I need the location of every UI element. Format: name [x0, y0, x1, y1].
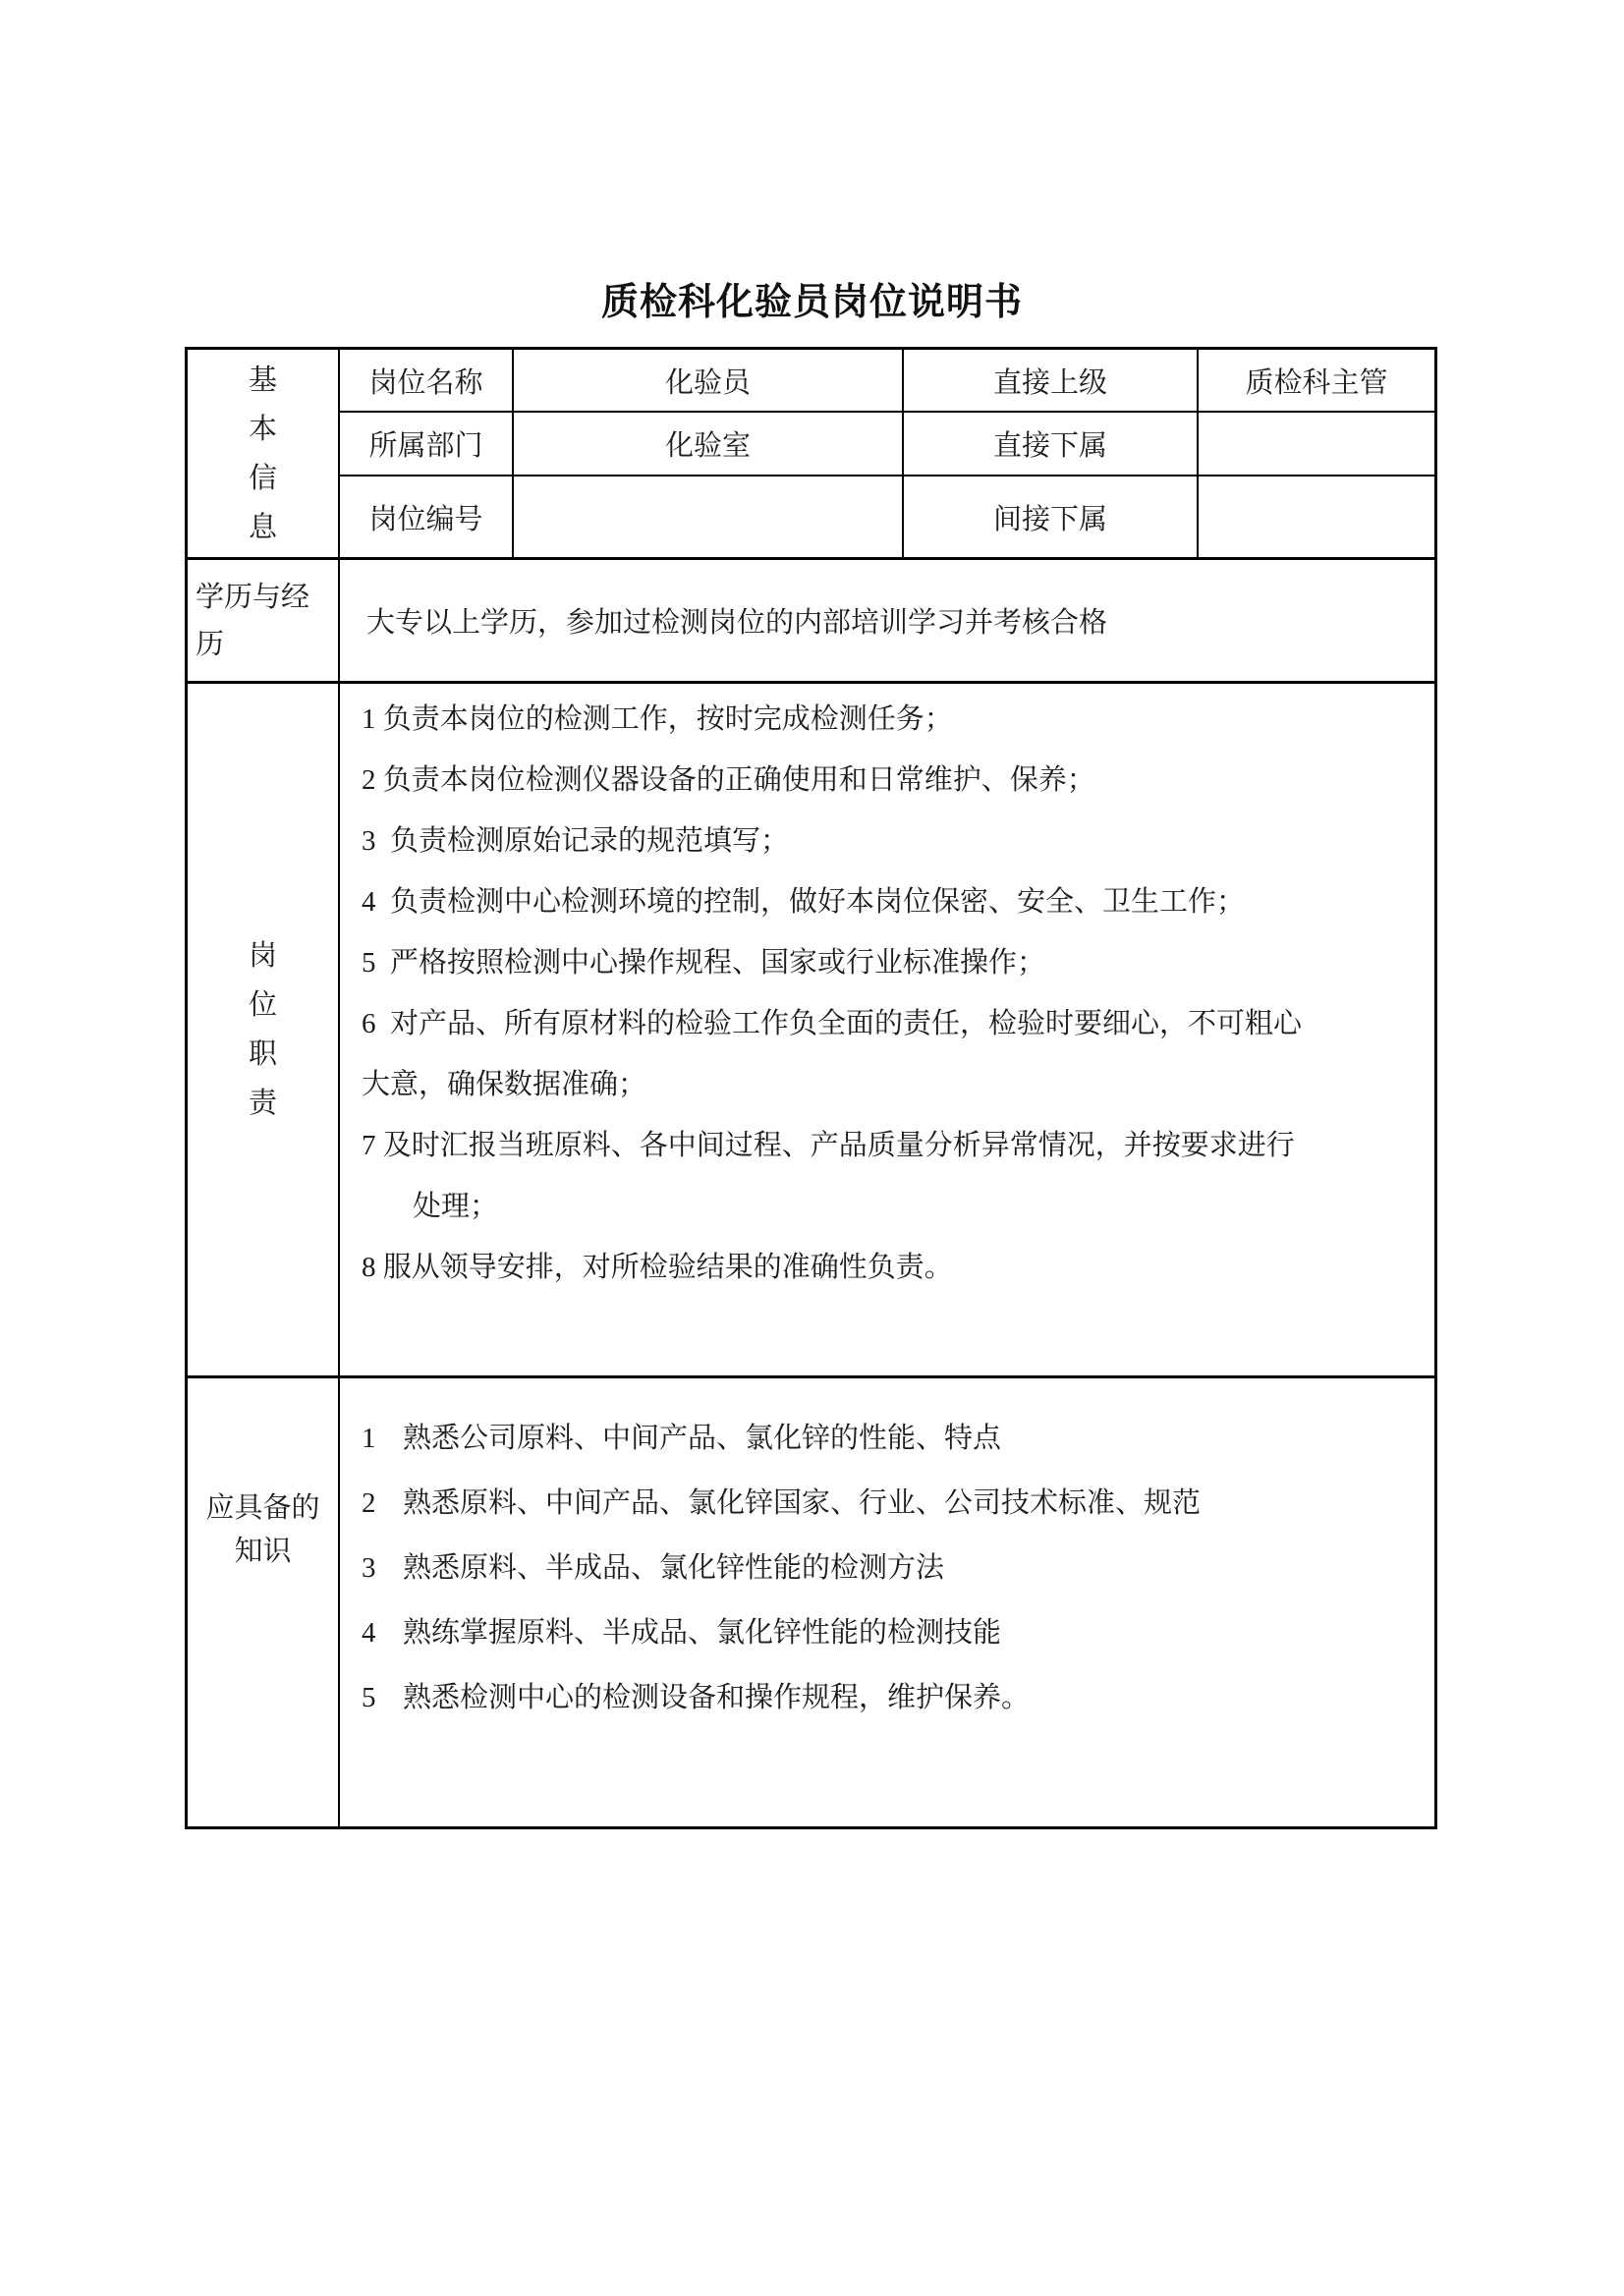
cell-direct-superior-label: 直接上级: [904, 350, 1199, 413]
cell-direct-subordinate-value: [1199, 413, 1434, 476]
cell-position-number-label: 岗位编号: [340, 476, 514, 560]
knowledge-item-2-number: 2: [362, 1487, 376, 1519]
section-label-basic-info: [188, 350, 340, 560]
duty-line-1: 1 负责本岗位的检测工作，按时完成检测任务；: [362, 703, 953, 735]
cell-position-name-label: 岗位名称: [340, 350, 514, 413]
duty-line-3: 3 负责检测原始记录的规范填写；: [362, 825, 790, 857]
cell-indirect-subordinate-label: 间接下属: [904, 476, 1199, 560]
cell-department-value: 化验室: [514, 413, 904, 476]
cell-education-content: 大专以上学历，参加过检测岗位的内部培训学习并考核合格: [340, 560, 1434, 684]
section-label-education: [188, 560, 340, 684]
knowledge-item-2: [362, 1471, 1425, 1536]
duty-line-6-continuation: 大意，确保数据准确；: [362, 1069, 647, 1100]
duty-line-2: 2 负责本岗位检测仪器设备的正确使用和日常维护、保养；: [362, 764, 1095, 796]
knowledge-item-5: [362, 1665, 1425, 1730]
section-label-knowledge-text: 应具备的知识: [205, 1492, 320, 1567]
knowledge-item-1-number: 1: [362, 1423, 376, 1454]
duty-line-8: 8 服从领导安排，对所检验结果的准确性负责。: [362, 1252, 953, 1283]
cell-knowledge-content: [340, 1378, 1434, 1826]
section-label-duties-text: 岗位职责: [248, 940, 277, 1119]
knowledge-item-3: [362, 1536, 1425, 1600]
knowledge-item-1-text: 熟悉公司原料、中间产品、氯化锌的性能、特点: [403, 1423, 1002, 1454]
section-label-knowledge: [188, 1378, 340, 1826]
page-title: 质检科化验员岗位说明书: [600, 282, 1023, 323]
duty-line-7-continuation: 处理；: [413, 1191, 499, 1222]
section-label-education-text: 学历与经历: [196, 582, 310, 660]
knowledge-item-4-text: 熟练掌握原料、半成品、氯化锌性能的检测技能: [403, 1617, 1002, 1649]
cell-position-name-value: 化验员: [514, 350, 904, 413]
cell-department-label: 所属部门: [340, 413, 514, 476]
knowledge-item-2-text: 熟悉原料、中间产品、氯化锌国家、行业、公司技术标准、规范: [403, 1487, 1202, 1519]
cell-indirect-subordinate-value: [1199, 476, 1434, 560]
duty-line-7: 7 及时汇报当班原料、各中间过程、产品质量分析异常情况，并按要求进行: [362, 1130, 1295, 1161]
knowledge-item-4: [362, 1600, 1425, 1665]
section-label-basic-info-text: 基本信息: [248, 364, 277, 543]
knowledge-item-4-number: 4: [362, 1617, 376, 1649]
cell-direct-superior-value: 质检科主管: [1199, 350, 1434, 413]
duty-line-6: 6 对产品、所有原材料的检验工作负全面的责任，检验时要细心，不可粗心: [362, 1008, 1303, 1039]
knowledge-item-5-text: 熟悉检测中心的检测设备和操作规程，维护保养。: [403, 1682, 1031, 1713]
cell-duties-content: [340, 684, 1434, 1378]
knowledge-item-3-number: 3: [362, 1552, 376, 1584]
cell-position-number-value: [514, 476, 904, 560]
job-description-table: [185, 347, 1437, 1829]
cell-direct-subordinate-label: 直接下属: [904, 413, 1199, 476]
knowledge-item-5-number: 5: [362, 1682, 376, 1713]
duty-line-5: 5 严格按照检测中心操作规程、国家或行业标准操作；: [362, 947, 1046, 979]
knowledge-item-3-text: 熟悉原料、半成品、氯化锌性能的检测方法: [403, 1552, 945, 1584]
duty-line-4: 4 负责检测中心检测环境的控制，做好本岗位保密、安全、卫生工作；: [362, 886, 1246, 918]
knowledge-item-1: [362, 1406, 1425, 1471]
section-label-duties: [188, 684, 340, 1378]
